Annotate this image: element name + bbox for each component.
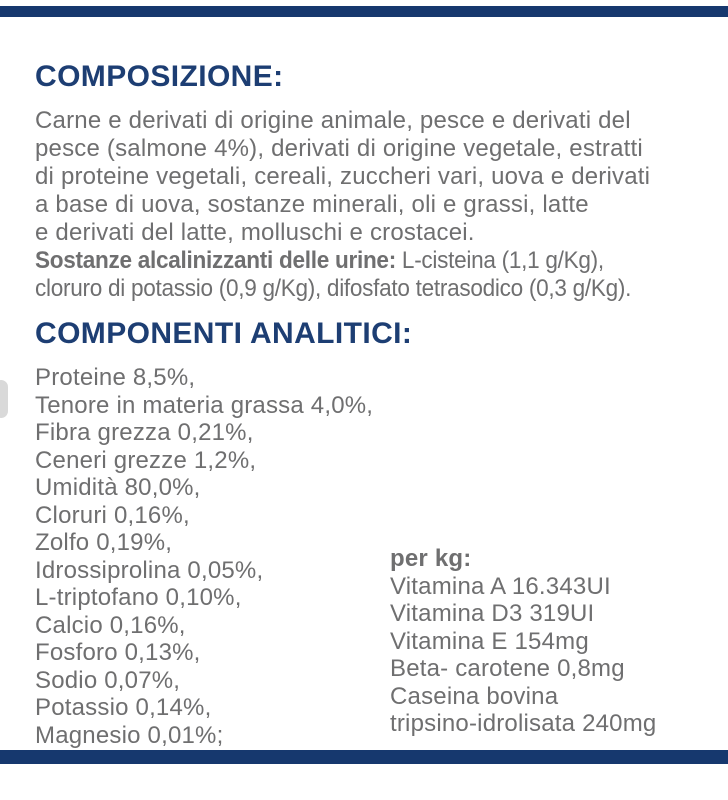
per-kg-label: per kg: <box>390 545 472 572</box>
component-item: Umidità 80,0%, <box>35 474 201 501</box>
per-kg-item: Vitamina D3 319UI <box>390 600 595 627</box>
composition-line: Carne e derivati di origine animale, pesce e derivati del <box>35 107 631 134</box>
alkalizing-label: Sostanze alcalinizzanti delle urine: <box>35 247 396 274</box>
per-kg-block <box>390 545 656 738</box>
per-kg-item: tripsino-idrolisata 240mg <box>390 710 657 737</box>
alkalizing-line-2: cloruro di potassio (0,9 g/Kg), difosfato tetrasodico (0,3 g/Kg). <box>35 275 632 302</box>
component-item: Calcio 0,16%, <box>35 611 186 639</box>
component-item: Tenore in materia grassa 4,0%, <box>35 391 374 419</box>
component-item: Proteine 8,5%, <box>35 364 196 391</box>
component-item: Fosforo 0,13%, <box>35 639 201 666</box>
component-item: Idrossiprolina 0,05%, <box>35 556 264 584</box>
alkalizing-value-1: L-cisteina (1,1 g/Kg), <box>395 247 604 274</box>
per-kg-item: Beta- carotene 0,8mg <box>390 655 625 682</box>
left-edge-artifact <box>0 380 8 418</box>
component-item: Potassio 0,14%, <box>35 694 212 721</box>
component-item: Cloruri 0,16%, <box>35 501 190 529</box>
top-divider-bar <box>0 6 728 17</box>
component-item: Fibra grezza 0,21%, <box>35 419 254 446</box>
component-item: Sodio 0,07%, <box>35 666 181 694</box>
bottom-divider-bar <box>0 750 728 764</box>
composition-line: a base di uova, sostanze minerali, oli e grassi, latte <box>35 191 589 218</box>
composition-line: pesce (salmone 4%), derivati di origine vegetale, estratti <box>35 135 643 162</box>
component-item: L-triptofano 0,10%, <box>35 584 242 611</box>
alkalizing-line-1 <box>35 247 674 275</box>
composition-paragraph <box>35 107 715 303</box>
per-kg-item: Caseina bovina <box>390 682 559 710</box>
composition-line: di proteine vegetali, cereali, zuccheri vari, uova e derivati <box>35 163 651 190</box>
composition-line: e derivati del latte, molluschi e crostacei. <box>35 219 475 246</box>
component-item: Magnesio 0,01%; <box>35 721 224 749</box>
component-item: Zolfo 0,19%, <box>35 529 173 556</box>
analytical-heading: COMPONENTI ANALITICI: <box>35 317 413 350</box>
analytical-components-list <box>35 364 373 749</box>
component-item: Ceneri grezze 1,2%, <box>35 446 257 474</box>
per-kg-item: Vitamina A 16.343UI <box>390 572 611 600</box>
composition-heading: COMPOSIZIONE: <box>35 60 284 93</box>
per-kg-item: Vitamina E 154mg <box>390 627 589 655</box>
